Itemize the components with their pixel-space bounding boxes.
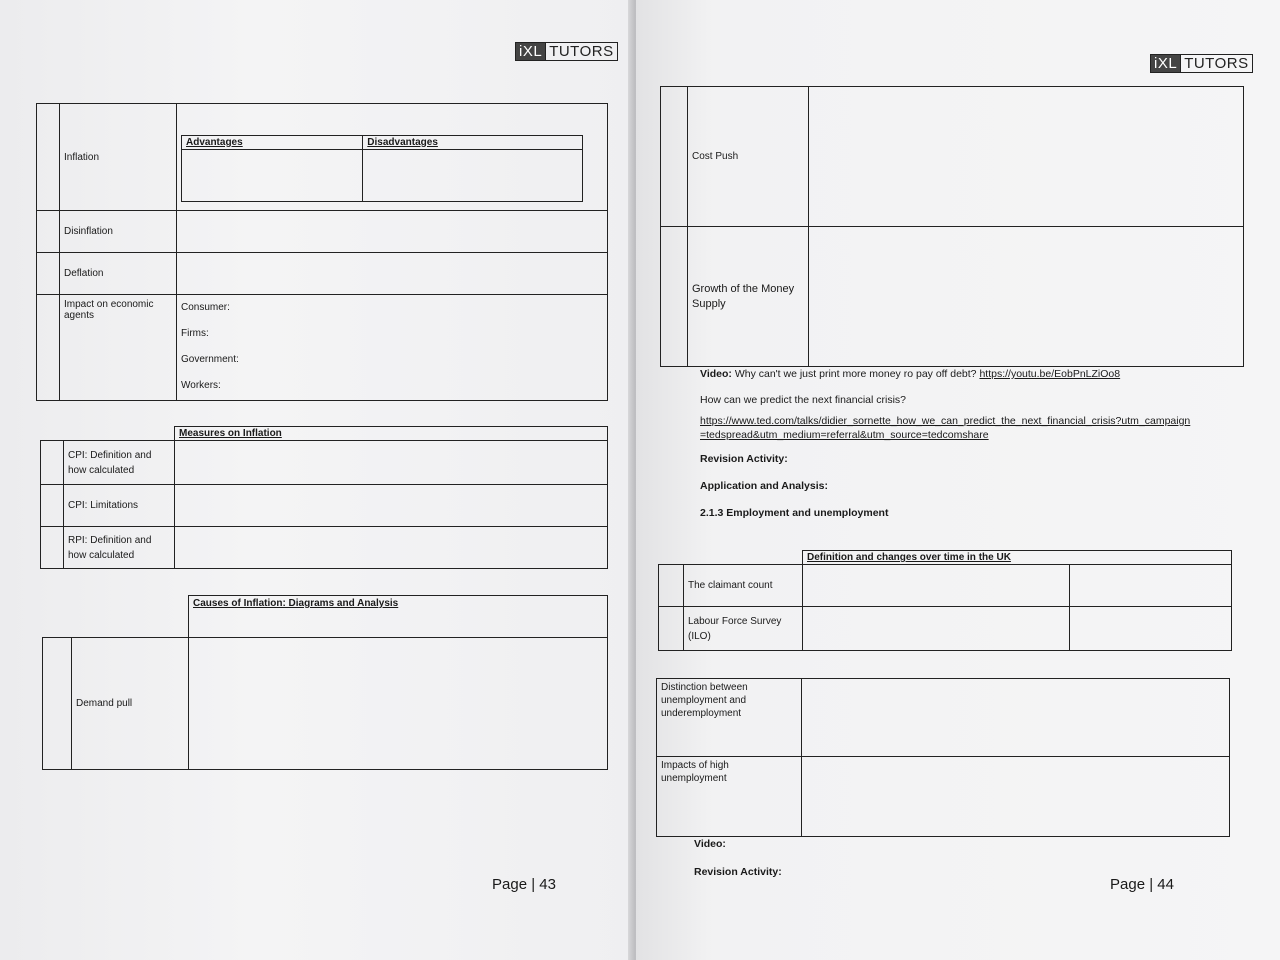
- claimant-count-label: The claimant count: [684, 565, 803, 607]
- impact-label: Impact on economic agents: [60, 295, 177, 401]
- agent-government: Government:: [181, 354, 239, 365]
- logo-word: TUTORS: [546, 42, 617, 61]
- application-analysis: Application and Analysis:: [700, 480, 828, 492]
- impacts-cell[interactable]: [802, 757, 1230, 837]
- lfs-label: Labour Force Survey (ILO): [684, 607, 803, 651]
- ixl-tutors-logo: [1150, 54, 1253, 73]
- ixl-tutors-logo: [515, 42, 618, 61]
- cost-push-label: Cost Push: [688, 87, 809, 227]
- disinflation-label: Disinflation: [60, 211, 177, 253]
- claimant-count-cell-2[interactable]: [1070, 565, 1232, 607]
- inflation-label: Inflation: [60, 104, 177, 211]
- section-heading: 2.1.3 Employment and unemployment: [700, 507, 889, 519]
- measures-header: Measures on Inflation: [175, 427, 608, 441]
- advantages-header: Advantages: [182, 135, 363, 149]
- lfs-cell-1[interactable]: [803, 607, 1070, 651]
- right-page: [636, 0, 1280, 960]
- money-table: [660, 86, 1244, 367]
- deflation-cell[interactable]: [177, 253, 608, 295]
- disadvantages-cell[interactable]: [363, 149, 583, 201]
- measures-table: [40, 426, 608, 569]
- money-supply-label: Growth of the Money Supply: [688, 227, 809, 367]
- causes-header: Causes of Inflation: Diagrams and Analysis: [193, 598, 399, 609]
- disadvantages-header: Disadvantages: [363, 135, 583, 149]
- youtube-link[interactable]: https://youtu.be/EobPnLZiOo8: [979, 368, 1121, 380]
- rpi-definition-label: RPI: Definition and how calculated: [64, 527, 175, 569]
- agent-firms: Firms:: [181, 328, 209, 339]
- deflation-label: Deflation: [60, 253, 177, 295]
- logo-box: iXL: [515, 42, 546, 61]
- question-text: How can we predict the next financial crisis?: [700, 394, 907, 406]
- distinction-cell[interactable]: [802, 679, 1230, 757]
- lfs-cell-2[interactable]: [1070, 607, 1232, 651]
- ted-link[interactable]: https://www.ted.com/talks/didier_sornette_how_we_can_predict_the_next_financial_crisis?utm_campaign=tedspread&utm_medium=referral&utm_source=tedcomshare: [700, 415, 1191, 441]
- logo-box: iXL: [1150, 54, 1181, 73]
- employment-table: [658, 550, 1232, 651]
- impact-cell[interactable]: [177, 295, 608, 401]
- causes-table: [42, 595, 608, 770]
- video-label-2: Video:: [694, 838, 726, 850]
- cost-push-cell[interactable]: [809, 87, 1244, 227]
- agent-consumer: Consumer:: [181, 302, 230, 313]
- cpi-limitations-cell[interactable]: [175, 485, 608, 527]
- video-label-1: Video:: [700, 368, 732, 380]
- demand-pull-cell[interactable]: [189, 638, 608, 770]
- left-page: [0, 0, 636, 960]
- disinflation-cell[interactable]: [177, 211, 608, 253]
- cpi-definition-label: CPI: Definition and how calculated: [64, 441, 175, 485]
- advantages-cell[interactable]: [182, 149, 363, 201]
- money-supply-cell[interactable]: [809, 227, 1244, 367]
- rpi-definition-cell[interactable]: [175, 527, 608, 569]
- claimant-count-cell-1[interactable]: [803, 565, 1070, 607]
- inflation-table: [36, 103, 608, 401]
- unemployment-table: [656, 678, 1230, 837]
- video-text-1: Why can't we just print more money ro pay off debt?: [734, 368, 977, 380]
- impacts-label: Impacts of high unemployment: [657, 757, 802, 837]
- revision-activity-2: Revision Activity:: [694, 866, 782, 878]
- distinction-label: Distinction between unemployment and underemployment: [657, 679, 802, 757]
- advantages-disadvantages-table: [181, 135, 583, 202]
- demand-pull-label: Demand pull: [72, 638, 189, 770]
- page-number-left: Page | 43: [492, 876, 556, 893]
- revision-activity-1: Revision Activity:: [700, 453, 788, 465]
- cpi-limitations-label: CPI: Limitations: [64, 485, 175, 527]
- employment-header: Definition and changes over time in the UK: [803, 551, 1232, 565]
- video-line-1: [700, 368, 1120, 380]
- cpi-definition-cell[interactable]: [175, 441, 608, 485]
- logo-word: TUTORS: [1181, 54, 1252, 73]
- agent-workers: Workers:: [181, 380, 221, 391]
- page-number-right: Page | 44: [1110, 876, 1174, 893]
